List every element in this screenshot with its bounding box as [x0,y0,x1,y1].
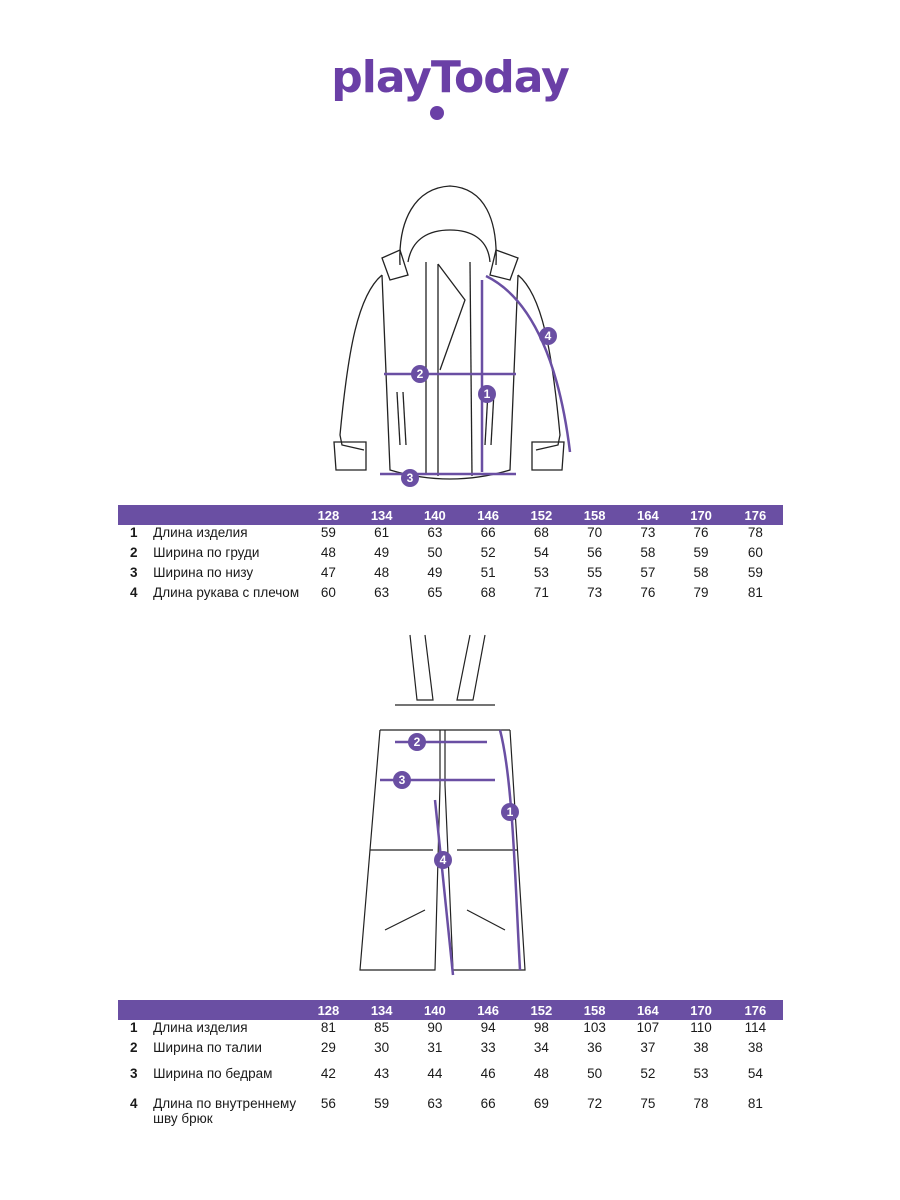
measurement-value: 63 [427,1096,443,1111]
measurement-value: 61 [374,525,390,540]
measurement-value: 56 [587,545,603,560]
measurement-value: 72 [587,1096,603,1111]
pants-illustration [355,630,555,980]
table-row [118,525,783,545]
measurement-value: 31 [427,1040,443,1055]
measurement-value: 55 [587,565,603,580]
jacket-size-table [118,505,783,619]
measurement-value: 59 [693,545,709,560]
table-row [118,565,783,585]
measurement-value: 60 [320,585,336,600]
measurement-number: 3 [130,565,138,580]
measurement-value: 34 [533,1040,549,1055]
measurement-value: 54 [747,1066,763,1081]
measurement-value: 79 [693,585,709,600]
measurement-value: 59 [747,565,763,580]
measurement-label: Ширина по талии [153,1040,262,1055]
measurement-value: 71 [533,585,549,600]
header-blank [118,1000,153,1020]
measurement-number: 1 [130,1020,138,1035]
jacket-marker-2: 2 [416,367,424,381]
jacket-illustration [320,180,590,495]
measurement-value: 48 [533,1066,549,1081]
measurement-value: 56 [320,1096,336,1111]
jacket-marker-4: 4 [544,329,552,343]
measurement-value: 44 [427,1066,443,1081]
measurement-value: 81 [747,585,763,600]
table-row [118,1066,783,1096]
measurement-value: 38 [747,1040,763,1055]
measurement-value: 68 [480,585,496,600]
measurement-value: 98 [533,1020,549,1035]
measurement-value: 49 [427,565,443,580]
measurement-value: 37 [640,1040,656,1055]
measurement-value: 58 [693,565,709,580]
measurement-value: 63 [374,585,390,600]
measurement-value: 66 [480,525,496,540]
measurement-value: 73 [640,525,656,540]
measurement-value: 90 [427,1020,443,1035]
measurement-value: 60 [747,545,763,560]
jacket-marker-3: 3 [406,471,414,485]
size-header: 140 [408,505,461,525]
measurement-value: 38 [693,1040,709,1055]
measurement-value: 85 [374,1020,390,1035]
table-row [118,1096,783,1156]
size-header: 152 [515,1000,568,1020]
measurement-label: Длина изделия [153,1020,248,1035]
measurement-value: 114 [744,1020,767,1035]
measurement-label: Ширина по низу [153,565,254,580]
measurement-value: 110 [690,1020,712,1035]
pants-marker-3: 3 [398,773,406,787]
size-header: 176 [728,505,783,525]
measurement-value: 81 [320,1020,336,1035]
measurement-number: 4 [130,585,138,600]
jacket-marker-1: 1 [483,387,491,401]
size-header: 170 [674,1000,727,1020]
table-row [118,545,783,565]
measurement-value: 66 [480,1096,496,1111]
measurement-value: 59 [320,525,336,540]
header-blank [153,1000,302,1020]
measurement-value: 73 [587,585,603,600]
size-header: 140 [408,1000,461,1020]
measurement-value: 59 [374,1096,390,1111]
measurement-value: 94 [480,1020,496,1035]
measurement-value: 78 [747,525,763,540]
measurement-value: 53 [533,565,549,580]
measurement-label: Ширина по груди [153,545,260,560]
size-header: 158 [568,1000,621,1020]
measurement-value: 58 [640,545,656,560]
brand-logo: playToday [331,52,569,103]
measurement-value: 70 [587,525,603,540]
size-header: 170 [674,505,727,525]
measurement-value: 52 [640,1066,656,1081]
size-header: 152 [515,505,568,525]
measurement-value: 69 [533,1096,549,1111]
measurement-value: 76 [640,585,656,600]
size-header: 134 [355,1000,408,1020]
measurement-value: 57 [640,565,656,580]
measurement-value: 65 [427,585,443,600]
measurement-value: 75 [640,1096,656,1111]
measurement-value: 50 [427,545,443,560]
size-header: 176 [728,1000,783,1020]
measurement-label: Ширина по бедрам [153,1066,273,1081]
measurement-value: 107 [636,1020,660,1035]
size-header: 146 [462,505,515,525]
pants-marker-1: 1 [506,805,514,819]
measurement-number: 3 [130,1066,138,1081]
table-row [118,1040,783,1066]
header-blank [118,505,153,525]
table-row [118,585,783,619]
measurement-value: 50 [587,1066,603,1081]
size-header: 146 [462,1000,515,1020]
table-row [118,1020,783,1040]
measurement-value: 103 [583,1020,606,1035]
measurement-value: 81 [747,1096,763,1111]
measurement-value: 29 [320,1040,336,1055]
measurement-number: 4 [130,1096,138,1111]
measurement-value: 53 [693,1066,709,1081]
header-blank [153,505,302,525]
measurement-value: 52 [480,545,496,560]
measurement-value: 68 [533,525,549,540]
pants-marker-4: 4 [439,853,447,867]
measurement-value: 33 [480,1040,496,1055]
size-header: 128 [302,1000,355,1020]
measurement-value: 48 [374,565,390,580]
size-header: 158 [568,505,621,525]
measurement-value: 78 [693,1096,709,1111]
pants-size-table [118,1000,783,1156]
measurement-value: 49 [374,545,390,560]
measurement-value: 76 [693,525,709,540]
pants-marker-2: 2 [413,735,421,749]
measurement-value: 46 [480,1066,496,1081]
measurement-value: 47 [320,565,336,580]
size-header: 128 [302,505,355,525]
measurement-value: 54 [533,545,549,560]
jacket-size-header [118,505,783,525]
measurement-number: 2 [130,1040,138,1055]
measurement-label: Длина изделия [153,525,248,540]
pants-size-header [118,1000,783,1020]
measurement-value: 42 [320,1066,336,1081]
measurement-value: 30 [374,1040,390,1055]
measurement-value: 63 [427,525,443,540]
measurement-label: Длина рукава с плечом [153,585,300,600]
measurement-number: 2 [130,545,138,560]
measurement-label: Длина по внутреннему шву брюк [153,1096,297,1126]
brand-logo-dot [430,106,444,120]
measurement-value: 51 [480,565,496,580]
measurement-value: 36 [587,1040,603,1055]
measurement-value: 43 [374,1066,390,1081]
size-header: 164 [621,505,674,525]
size-header: 134 [355,505,408,525]
measurement-number: 1 [130,525,138,540]
measurement-value: 48 [320,545,336,560]
size-header: 164 [621,1000,674,1020]
